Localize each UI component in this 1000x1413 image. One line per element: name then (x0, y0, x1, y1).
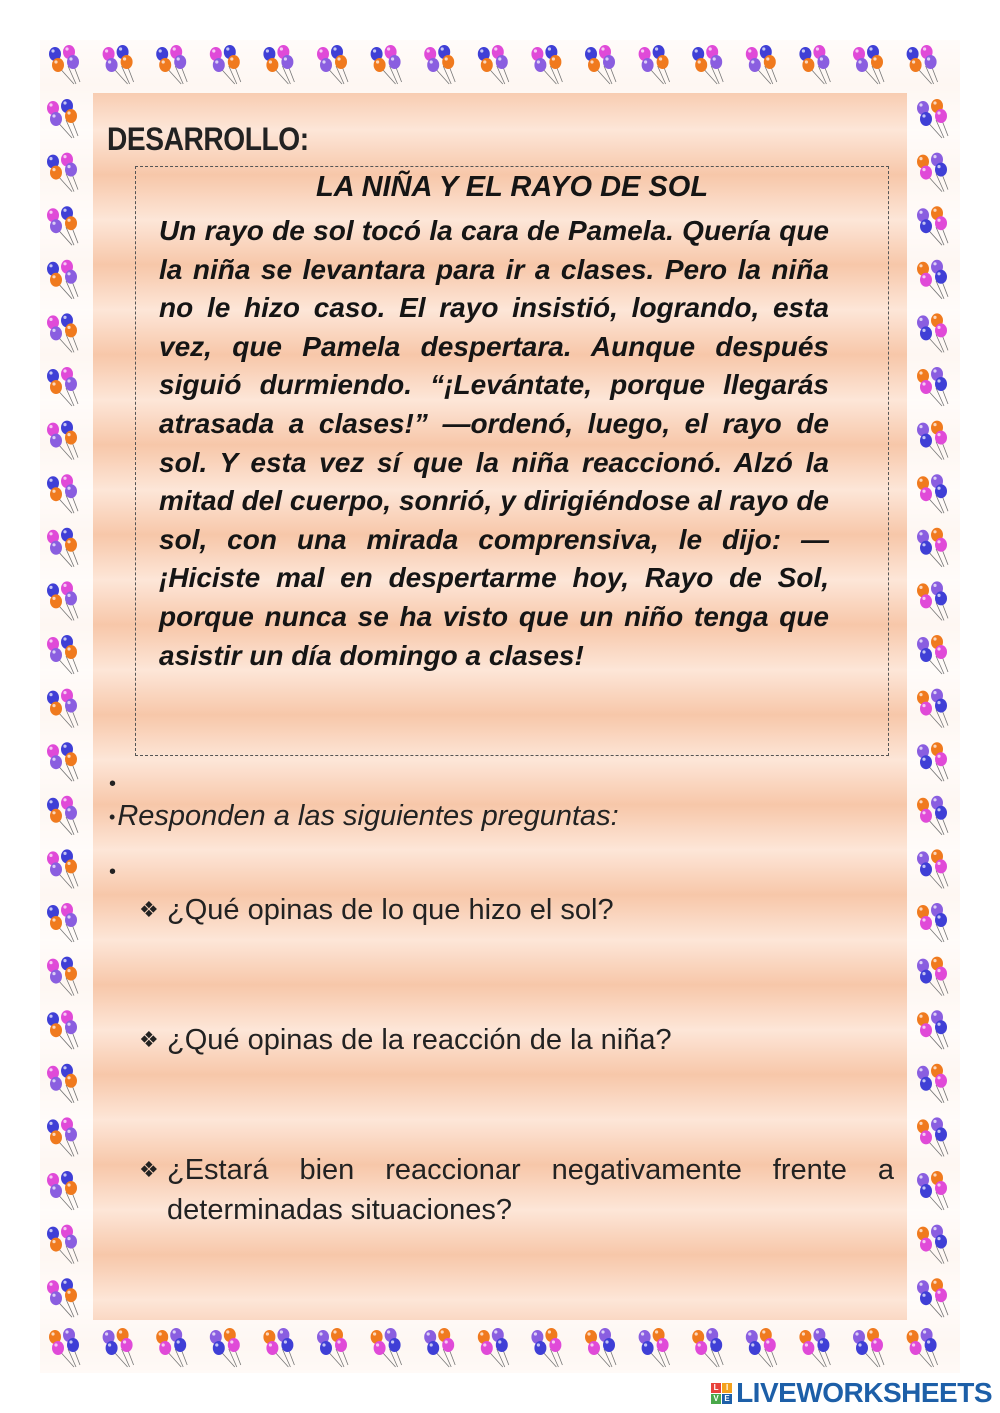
liveworksheets-logo[interactable] (711, 1376, 992, 1410)
logo-mark-icon: L I V E (711, 1383, 732, 1404)
diamond-bullet-icon: ❖ (139, 1157, 159, 1182)
story-title: LA NIÑA Y EL RAYO DE SOL (315, 171, 709, 203)
question-text: ¿Qué opinas de lo que hizo el sol? (167, 894, 614, 926)
question-text: ¿Estará bien reaccionar negativamente frente a determinadas situaciones? (167, 1154, 894, 1226)
diamond-bullet-icon: ❖ (139, 1027, 159, 1052)
story-box (135, 166, 889, 756)
worksheet-page (40, 40, 960, 1373)
empty-bullet: • (109, 773, 117, 795)
diamond-bullet-icon: ❖ (139, 897, 159, 922)
instruction-text: •Responden a las siguientes preguntas: (109, 800, 619, 832)
question-item (139, 1150, 894, 1230)
question-item (139, 1020, 894, 1060)
story-text: Un rayo de sol tocó la cara de Pamela. Quería que la niña se levantara para ir a clases. Pero la niña no le hizo caso. El rayo insistió, logrando, esta vez, que Pamela despertara. Aunque después siguió durmiendo. “¡Levántate, porque llegarás atrasada a clases!” —ordenó, luego, el rayo de sol. Y esta vez sí que la niña reaccionó. Alzó la mitad del cuerpo, sonrió, y dirigiéndose al rayo de sol, con una mirada comprensiva, le dijo: —¡Hiciste mal en despertarme hoy, Rayo de Sol, porque nunca se ha visto que un niño tenga que asistir un día domingo a clases! (159, 215, 829, 671)
question-text: ¿Qué opinas de la reacción de la niña? (167, 1024, 672, 1056)
question-item (139, 890, 894, 930)
worksheet-content (93, 93, 907, 1320)
logo-text: LIVEWORKSHEETS (736, 1377, 992, 1408)
empty-bullet: • (109, 861, 117, 883)
section-heading: DESARROLLO: (107, 121, 309, 157)
